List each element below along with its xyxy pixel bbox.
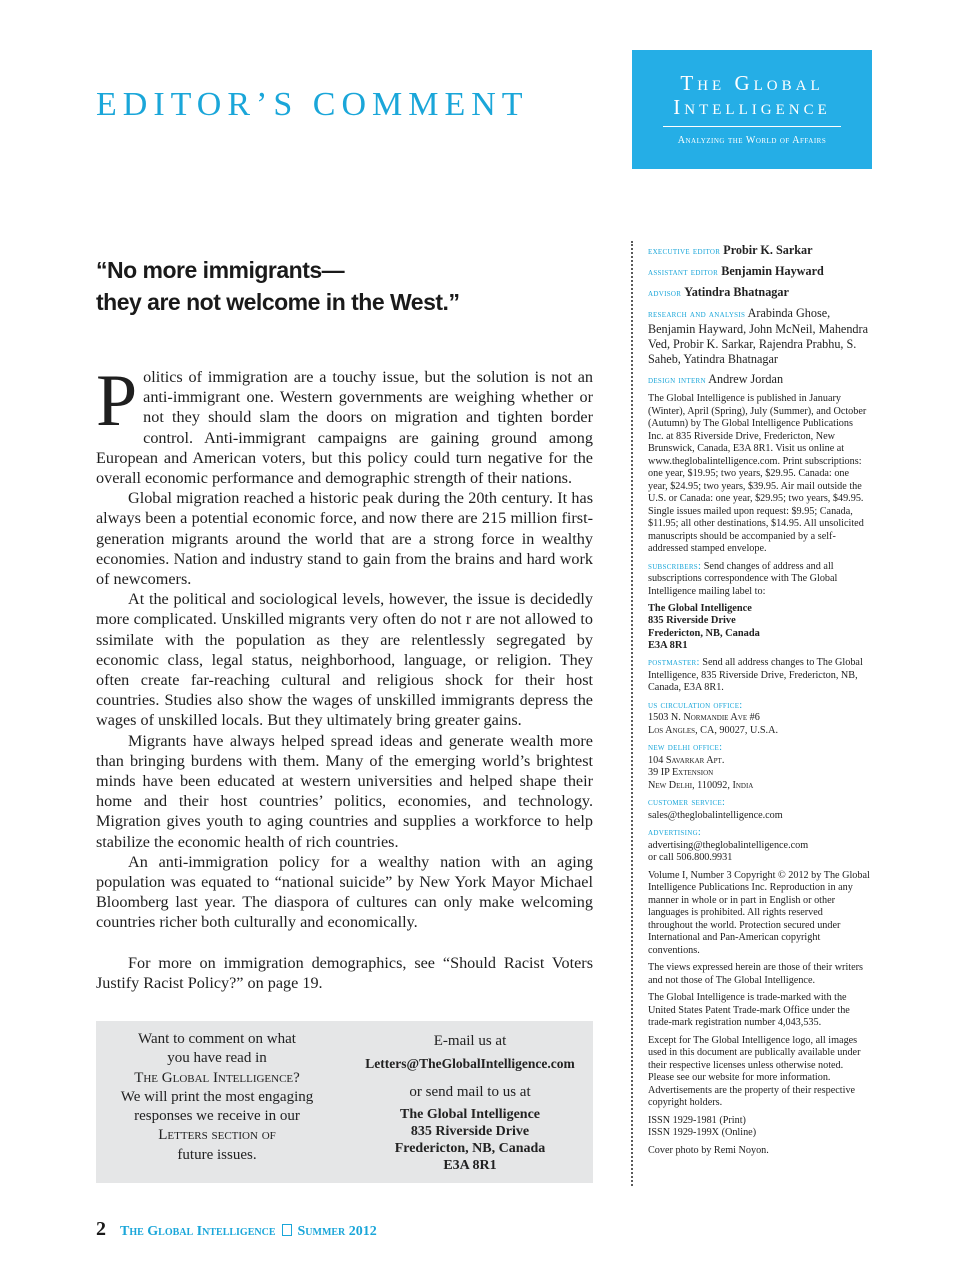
cover-credit: Cover photo by Remi Noyon.	[648, 1144, 769, 1156]
address-line: New Delhi, 110092, India	[648, 779, 754, 791]
article-body	[96, 360, 593, 993]
comment-invite-line: We will print the most engaging	[120, 1088, 314, 1105]
advertising	[648, 827, 870, 865]
comment-invite-line: Want to comment on what	[138, 1031, 296, 1047]
brand-title	[632, 71, 872, 119]
mailing-address-line: 835 Riverside Drive	[410, 1124, 530, 1139]
drop-cap: P	[96, 360, 138, 442]
masthead-advisor	[648, 285, 870, 301]
comment-invite-line: Letters section of	[158, 1127, 276, 1144]
address-line: 39 IP Extension	[648, 767, 714, 779]
masthead-design	[648, 372, 870, 388]
pull-quote-line1: “No more immigrants—	[96, 257, 345, 283]
issn-online: ISSN 1929-199X (Online)	[648, 1127, 757, 1139]
comment-invite-line: you have read in	[167, 1050, 267, 1067]
address-line: 835 Riverside Drive	[648, 615, 736, 627]
article-paragraph-3: At the political and sociological levels, however, the issue is decidedly more complicated. Unskilled migrants very often do not r are not allowed to ssimilate with the population as they are relentlessly segregated by economic class, legal status, neighborhood, language, or religion. They often create far-reaching cultural and religious shock for their host countries. Studies also show the wages of unskilled immigrants depress the wages of unskilled locals. But they ultimately bring greater gains.	[96, 590, 593, 730]
customer-service-email[interactable]: sales@theglobalintelligence.com	[648, 809, 783, 821]
column-divider	[631, 241, 633, 1186]
article-paragraph-1	[96, 360, 593, 488]
email-label: E-mail us at	[433, 1033, 507, 1049]
masthead-exec-editor	[648, 243, 870, 259]
address-line: 1503 N. Normandie Ave #6	[648, 712, 760, 724]
masthead	[648, 243, 870, 1162]
staff-name: Probir K. Sarkar	[723, 243, 813, 257]
address-line: Fredericton, NB, Canada	[648, 627, 760, 639]
page-footer	[96, 1218, 377, 1241]
pull-quote-line2: they are not welcome in the West.”	[96, 289, 460, 315]
address-line: E3A 8R1	[648, 639, 688, 651]
article-paragraph-5: An anti-immigration policy for a wealthy nation with an aging population was equated to “national suicide” by New York Mayor Michael Bloomberg last year. The diaspora of cultures can only make welcoming countries richer both culturally and economically.	[96, 852, 593, 932]
role-label: advertising:	[648, 827, 702, 839]
pull-quote	[96, 254, 576, 318]
us-office	[648, 700, 870, 738]
staff-name: Yatindra Bhatnagar	[684, 285, 789, 299]
advertising-phone: or call 506.800.9931	[648, 852, 733, 864]
comment-invite	[108, 1030, 326, 1165]
role-label: design intern	[648, 375, 706, 386]
mailing-address	[346, 1106, 594, 1174]
staff-name: Andrew Jordan	[708, 372, 784, 386]
role-label: subscribers:	[648, 560, 702, 572]
address-line: The Global Intelligence	[648, 603, 752, 614]
subscribers-text: Send changes of address and all subscriptions correspondence with The Global Intelligence mailing label to:	[648, 560, 838, 597]
article-paragraph-2: Global migration reached a historic peak during the 20th century. It has always been a potential economic force, and now there are 215 million first-generation migrants around the world that are a strong force in wealthy economies. Nation and industry stand to gain from the brains and hard work of newcomers.	[96, 489, 593, 589]
views-disclaimer: The views expressed herein are those of their writers and not those of The Global Intelligence.	[648, 962, 863, 986]
address-line: Los Angles, CA, 90027, U.S.A.	[648, 724, 778, 736]
staff-name: Benjamin Hayward	[721, 264, 824, 278]
role-label: new delhi office:	[648, 742, 723, 754]
copyright-notice: Volume I, Number 3 Copyright © 2012 by The Global Intelligence Publications Inc. Reproduction in any manner in whole or in part in English or other languages is prohibited. All rights reserved throughout the world. Protection secured under International and Pan-American copyright conventions.	[648, 869, 870, 956]
publication-info: The Global Intelligence is published in January (Winter), April (Spring), July (Summer), and October (Autumn) by The Global Intelligence Publications Inc. at 835 Riverside Drive, Fredericton, New Brunswick, Canada, E3A 8R1. Visit us online at www.theglobalintelligence.com. Print subscriptions: one year, $19.95; two years, $29.95. Canada: one year, $24.95; two years, $39.95. Air mail outside the U.S. or Canada: one year, $29.95; two years, $49.95. Single issues mailed upon request: $9.95; Canada, $11.95; all other destinations, $14.95. All unsolicited manuscripts should be accompanied by a self-addressed stamped envelope.	[648, 393, 867, 554]
comment-invite-line: future issues.	[177, 1146, 257, 1163]
mailing-address-line: The Global Intelligence	[400, 1107, 540, 1122]
brand-tagline: Analyzing the World of Affairs	[677, 135, 827, 146]
footer-publication: The Global Intelligence	[120, 1224, 276, 1239]
masthead-assistant-editor	[648, 264, 870, 280]
role-label: us circulation office:	[648, 699, 743, 711]
article-paragraph-4: Migrants have always helped spread ideas and generate wealth more than bringing burdens with them. Many of the emerging world’s brightest minds have been educated at western universities and helped shape their home and their host countries’ politics, economies, and technology. Migration gives youth to aging countries and supplies a workforce to help stabilize the economic health of rich countries.	[96, 731, 593, 851]
footer-separator-icon	[282, 1224, 292, 1236]
issn-info	[648, 1115, 870, 1140]
staff-names: Arabinda Ghose, Benjamin Hayward, John McNeil, Mahendra Ved, Probir K. Sarkar, Rajendra Prabhu, S. Saheb, Yatindra Bhatnagar	[648, 306, 868, 366]
brand-title-line1: The Global	[680, 71, 824, 95]
footer-issue: Summer 2012	[297, 1224, 377, 1239]
subscribers-info	[648, 561, 870, 599]
letters-email-link[interactable]: Letters@TheGlobalIntelligence.com	[365, 1056, 575, 1071]
customer-service	[648, 797, 870, 822]
role-label: postmaster:	[648, 657, 700, 669]
comment-invite-line: The Global Intelligence?	[134, 1069, 300, 1086]
comment-box	[96, 1021, 593, 1183]
role-label: executive editor	[648, 246, 721, 257]
image-license-notice: Except for The Global Intelligence logo, all images used in this document are publically available under their respective licenses unless otherwise noted. Please see our website for more information. Advertisements are the property of their respective copyright holders.	[648, 1034, 861, 1109]
comment-contact	[346, 1032, 594, 1174]
article-paragraph-1-text: olitics of immigration are a touchy issue, but the solution is not an anti-immigrant one. Western governments are weighing whether or not they should slam the doors on migration and tighten border control. Anti-immigrant campaigns are gaining ground among European and American voters, but this policy could turn negative for the overall economic performance and demographic strength of their nations.	[96, 368, 593, 488]
brand-rule	[663, 126, 841, 127]
role-label: advisor	[648, 288, 682, 299]
role-label: research and analysis	[648, 309, 746, 320]
trademark-notice: The Global Intelligence is trade-marked with the United States Patent Trade-mark Office under the trade-mark registration number 4,043,535.	[648, 992, 850, 1029]
role-label: assistant editor	[648, 267, 719, 278]
masthead-research	[648, 306, 870, 367]
brand-title-line2: Intelligence	[673, 95, 831, 119]
postmaster-text: Send all address changes to The Global Intelligence, 835 Riverside Drive, Fredericton, NB, Canada, E3A 8R1.	[648, 657, 863, 694]
comment-invite-line: responses we receive in our	[134, 1108, 300, 1125]
role-label: customer service:	[648, 797, 726, 809]
delhi-office	[648, 742, 870, 792]
article-paragraph-6: For more on immigration demographics, see “Should Racist Voters Justify Racist Policy?” on page 19.	[96, 953, 593, 992]
mailing-address-line: Fredericton, NB, Canada	[394, 1141, 546, 1156]
page-heading: EDITOR’S COMMENT	[96, 86, 529, 123]
advertising-email[interactable]: advertising@theglobalintelligence.com	[648, 839, 809, 851]
brand-logo-box	[632, 50, 872, 169]
issn-print: ISSN 1929-1981 (Print)	[648, 1114, 746, 1126]
subscribers-address	[648, 603, 870, 652]
address-line: 104 Savarkar Apt.	[648, 754, 725, 766]
mail-label: or send mail to us at	[409, 1084, 531, 1100]
page-number: 2	[96, 1218, 106, 1240]
mailing-address-line: E3A 8R1	[443, 1158, 497, 1173]
postmaster-info	[648, 657, 870, 695]
